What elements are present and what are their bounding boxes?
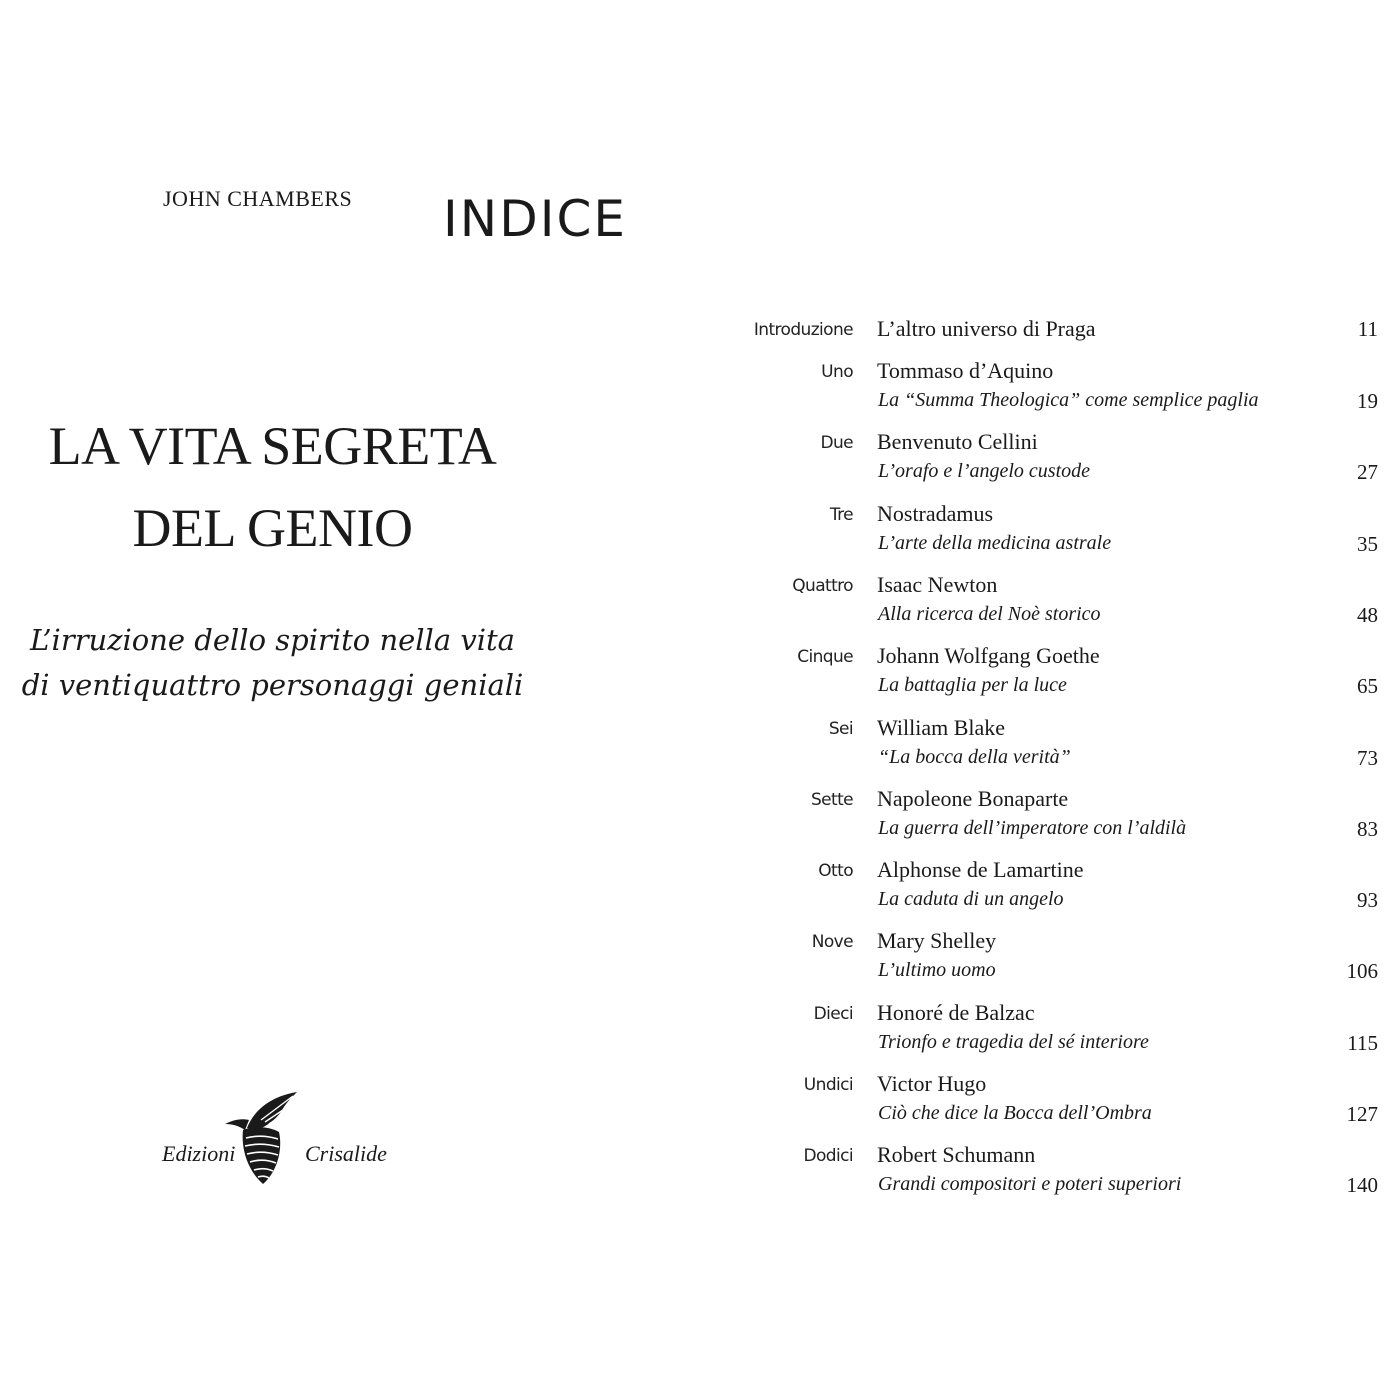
chapter-number: Sette — [810, 790, 853, 810]
chapter-subject: Mary Shelley — [877, 928, 997, 953]
chapter-number: Sei — [828, 719, 853, 739]
chapter-subject: Napoleone Bonaparte — [877, 786, 1069, 811]
chapter-title: L’arte della medicina astrale — [878, 532, 1112, 554]
chapter-number: Nove — [811, 932, 853, 952]
author-name: JOHN CHAMBERS — [163, 186, 353, 211]
publisher-word-crisalide: Crisalide — [305, 1141, 387, 1166]
page-number: 27 — [1357, 460, 1378, 484]
book-title-line-1: LA VITA SEGRETA — [48, 416, 497, 476]
chapter-subject: L’altro universo di Praga — [877, 316, 1096, 341]
chapter-title: La “Summa Theologica” come semplice paglia — [878, 389, 1259, 411]
chapter-title: Alla ricerca del Noè storico — [878, 603, 1101, 625]
page-number: 127 — [1346, 1102, 1378, 1126]
publisher-word-edizioni: Edizioni — [162, 1141, 236, 1166]
page-number: 93 — [1357, 888, 1378, 912]
chapter-number: Introduzione — [753, 320, 853, 340]
page-number: 106 — [1346, 959, 1378, 983]
chapter-number: Tre — [829, 505, 853, 525]
chapter-subject: Isaac Newton — [877, 572, 998, 597]
chapter-number: Uno — [821, 362, 853, 382]
book-subtitle — [0, 618, 545, 708]
chapter-number: Dodici — [803, 1146, 853, 1166]
page-number: 35 — [1357, 532, 1378, 556]
right-page — [443, 0, 1384, 1384]
page-number: 48 — [1357, 603, 1378, 627]
chapter-subject: Nostradamus — [877, 501, 994, 526]
chapter-title: L’ultimo uomo — [878, 959, 996, 981]
chapter-subject: Johann Wolfgang Goethe — [877, 643, 1100, 668]
chapter-title: L’orafo e l’angelo custode — [878, 460, 1091, 482]
chapter-number: Dieci — [813, 1004, 853, 1024]
chapter-title: “La bocca della verità” — [878, 746, 1071, 768]
book-title-line-2: DEL GENIO — [132, 498, 413, 558]
book-title — [0, 405, 545, 569]
chapter-subject: Benvenuto Cellini — [877, 429, 1038, 454]
subtitle-line-1: L’irruzione dello spirito nella vita — [30, 623, 515, 657]
chapter-subject: Alphonse de Lamartine — [877, 857, 1084, 882]
page-number: 115 — [1347, 1031, 1378, 1055]
page-number: 19 — [1357, 389, 1378, 413]
chapter-number: Otto — [818, 861, 853, 881]
publisher-imprint — [160, 1090, 390, 1185]
chapter-number: Cinque — [797, 647, 853, 667]
chapter-number: Quattro — [792, 576, 853, 596]
page-number: 140 — [1346, 1173, 1378, 1197]
page-number: 11 — [1357, 317, 1378, 341]
chapter-subject: Honoré de Balzac — [877, 1000, 1035, 1025]
chapter-subject: Victor Hugo — [877, 1071, 987, 1096]
chapter-subject: William Blake — [877, 715, 1006, 740]
chapter-title: Trionfo e tragedia del sé interiore — [878, 1031, 1149, 1053]
subtitle-line-2: di ventiquattro personaggi geniali — [21, 668, 524, 702]
chapter-title: La battaglia per la luce — [878, 674, 1067, 696]
chapter-title: La caduta di un angelo — [878, 888, 1064, 910]
chrysalis-bird-logo-icon — [215, 1090, 315, 1185]
chapter-title: Grandi compositori e poteri superiori — [878, 1173, 1182, 1195]
chapter-subject: Tommaso d’Aquino — [877, 358, 1054, 383]
chapter-number: Undici — [803, 1075, 853, 1095]
page-number: 73 — [1357, 746, 1378, 770]
page-number: 65 — [1357, 674, 1378, 698]
page-number: 83 — [1357, 817, 1378, 841]
chapter-title: La guerra dell’imperatore con l’aldilà — [878, 817, 1187, 839]
chapter-title: Ciò che dice la Bocca dell’Ombra — [878, 1102, 1152, 1124]
index-heading: INDICE — [443, 190, 627, 248]
chapter-number: Due — [820, 433, 853, 453]
chapter-subject: Robert Schumann — [877, 1142, 1036, 1167]
